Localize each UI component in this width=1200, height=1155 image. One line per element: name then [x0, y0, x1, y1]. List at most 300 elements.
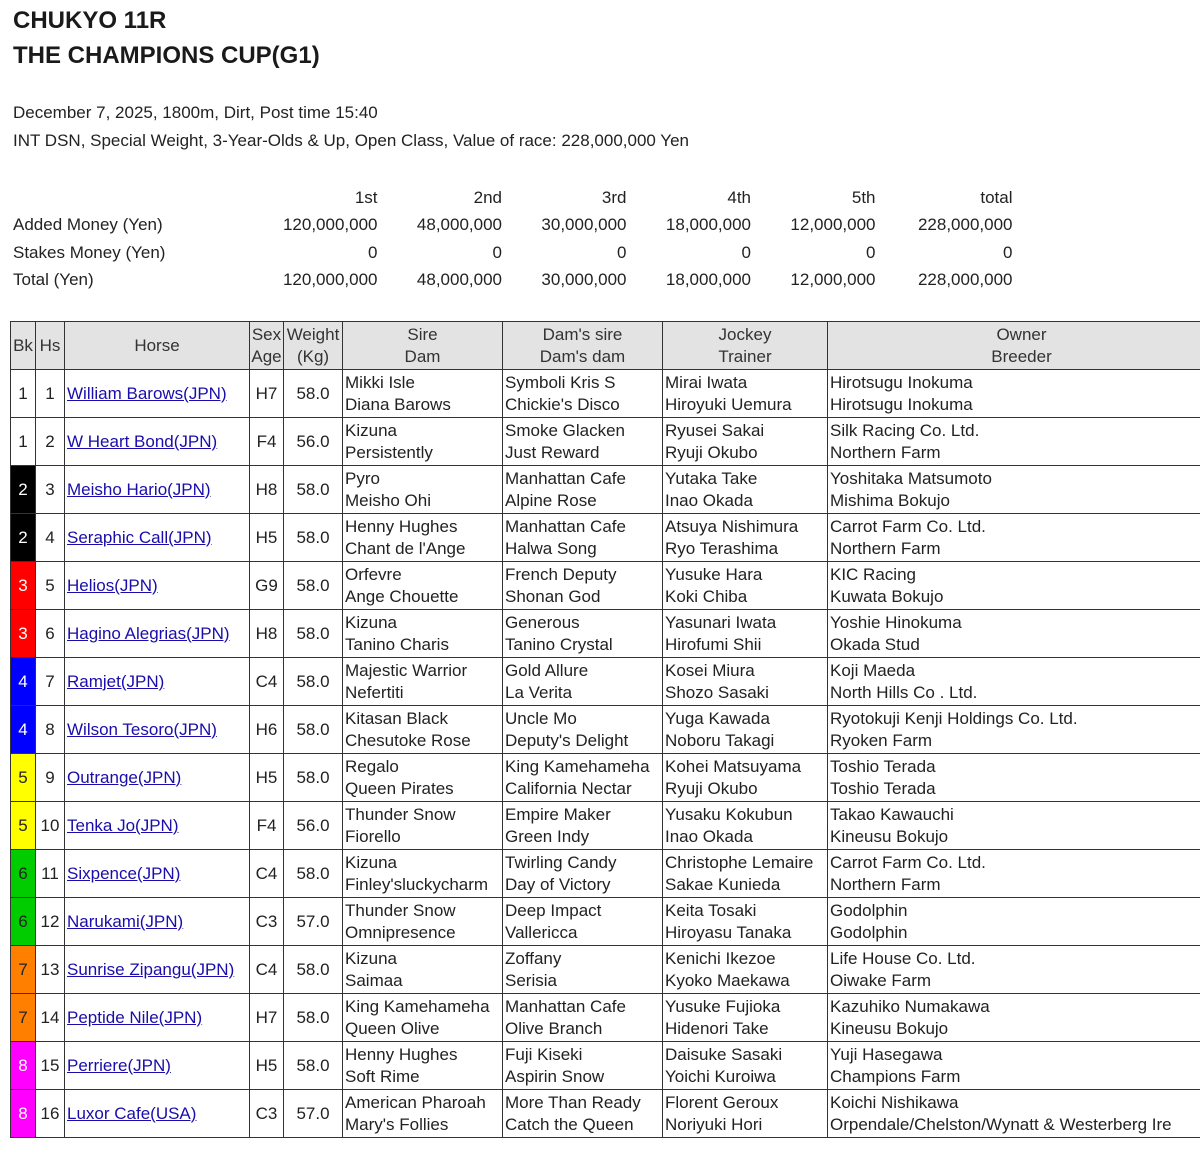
dams-dam: Olive Branch: [505, 1018, 603, 1038]
trainer: Shozo Sasaki: [665, 682, 769, 702]
sire-dam: [343, 1090, 503, 1138]
race-date-info: December 7, 2025, 1800m, Dirt, Post time 15:40: [13, 103, 378, 122]
owner-breeder: [828, 946, 1200, 994]
entry-row: [11, 1042, 1200, 1090]
prize-value: 228,000,000: [917, 270, 1013, 290]
dams-sire: Gold Allure: [505, 661, 589, 680]
horse-cell: [65, 1042, 250, 1090]
sire: Kizuna: [345, 421, 397, 440]
jockey-trainer: [663, 898, 828, 946]
damsire-damsdam: [503, 946, 663, 994]
owner-breeder: [828, 802, 1200, 850]
owner-breeder: [828, 1090, 1200, 1138]
weight: 58.0: [284, 658, 343, 706]
trainer: Noriyuki Hori: [665, 1114, 763, 1134]
damsire-damsdam: [503, 466, 663, 514]
horse-number: 7: [36, 658, 65, 706]
horse-name-link[interactable]: William Barows(JPN): [67, 383, 227, 403]
horse-number: 1: [36, 370, 65, 418]
dams-sire: French Deputy: [505, 565, 617, 584]
prize-value: 30,000,000: [541, 215, 627, 235]
entry-row: [11, 706, 1200, 754]
dams-dam: Serisia: [505, 970, 557, 990]
dam: Queen Olive: [345, 1018, 440, 1038]
weight: 58.0: [284, 370, 343, 418]
jockey: Yuga Kawada: [665, 709, 770, 728]
jockey-trainer: [663, 562, 828, 610]
jockey-trainer: [663, 946, 828, 994]
horse-number: 9: [36, 754, 65, 802]
header-owner: Owner: [996, 325, 1047, 344]
horse-number: 6: [36, 610, 65, 658]
sire-dam: [343, 802, 503, 850]
damsire-damsdam: [503, 658, 663, 706]
sire-dam: [343, 994, 503, 1042]
owner-breeder: [828, 610, 1200, 658]
header-sex: Sex: [251, 325, 282, 344]
owner-breeder: [828, 706, 1200, 754]
jockey-trainer: [663, 610, 828, 658]
bracket-number: 8: [11, 1090, 36, 1138]
sire: Orfevre: [345, 565, 402, 584]
header-sex-age: [250, 322, 284, 370]
prize-value: 0: [617, 242, 627, 262]
jockey: Yusaku Kokubun: [665, 805, 793, 824]
horse-cell: [65, 850, 250, 898]
bracket-number: 2: [11, 466, 36, 514]
dams-dam: Vallericca: [505, 922, 578, 942]
damsire-damsdam: [503, 898, 663, 946]
prize-value: 0: [741, 242, 751, 262]
horse-cell: [65, 466, 250, 514]
entry-row: [11, 466, 1200, 514]
sire: Kizuna: [345, 613, 397, 632]
horse-name-link[interactable]: Outrange(JPN): [67, 767, 182, 787]
jockey: Daisuke Sasaki: [665, 1045, 783, 1064]
horse-number: 11: [36, 850, 65, 898]
entry-row: [11, 610, 1200, 658]
damsire-damsdam: [503, 514, 663, 562]
prize-col-total: total: [980, 187, 1013, 207]
horse-name-link[interactable]: W Heart Bond(JPN): [67, 431, 218, 451]
horse-name-link[interactable]: Meisho Hario(JPN): [67, 479, 211, 499]
prize-value: 228,000,000: [917, 215, 1013, 235]
horse-cell: [65, 370, 250, 418]
sire-dam: [343, 562, 503, 610]
jockey: Yusuke Hara: [665, 565, 763, 584]
dams-dam: La Verita: [505, 682, 573, 702]
horse-name-link[interactable]: Sunrise Zipangu(JPN): [67, 959, 235, 979]
jockey-trainer: [663, 466, 828, 514]
prize-row-label: Added Money (Yen): [13, 215, 163, 235]
damsire-damsdam: [503, 370, 663, 418]
owner: Ryotokuji Kenji Holdings Co. Ltd.: [830, 709, 1078, 728]
owner: Yuji Hasegawa: [830, 1045, 943, 1064]
jockey-trainer: [663, 802, 828, 850]
header-horse: Horse: [65, 322, 250, 370]
breeder: Hirotsugu Inokuma: [830, 394, 973, 414]
sire-dam: [343, 754, 503, 802]
damsire-damsdam: [503, 562, 663, 610]
dam: Mary's Follies: [345, 1114, 449, 1134]
prize-value: 12,000,000: [790, 270, 876, 290]
horse-number: 10: [36, 802, 65, 850]
prize-header-blank: [10, 184, 253, 212]
owner: Toshio Terada: [830, 757, 936, 776]
bracket-number: 5: [11, 802, 36, 850]
dam: Fiorello: [345, 826, 401, 846]
dams-sire: Zoffany: [505, 949, 562, 968]
weight: 58.0: [284, 466, 343, 514]
jockey: Florent Geroux: [665, 1093, 779, 1112]
dams-sire: Uncle Mo: [505, 709, 577, 728]
jockey: Mirai Iwata: [665, 373, 748, 392]
jockey-trainer: [663, 658, 828, 706]
dams-sire: Generous: [505, 613, 580, 632]
weight: 58.0: [284, 754, 343, 802]
horse-name-link[interactable]: Sixpence(JPN): [67, 863, 181, 883]
header-dam: Dam: [404, 346, 441, 366]
weight: 56.0: [284, 802, 343, 850]
damsire-damsdam: [503, 418, 663, 466]
damsire-damsdam: [503, 754, 663, 802]
owner: Koichi Nishikawa: [830, 1093, 959, 1112]
horse-number: 16: [36, 1090, 65, 1138]
dams-sire: King Kamehameha: [505, 757, 650, 776]
entries-body: [11, 370, 1200, 1138]
horse-cell: [65, 898, 250, 946]
weight: 58.0: [284, 706, 343, 754]
header-damsire: Dam's sire: [542, 325, 623, 344]
dams-sire: More Than Ready: [505, 1093, 641, 1112]
breeder: Champions Farm: [830, 1066, 961, 1086]
breeder: North Hills Co . Ltd.: [830, 682, 978, 702]
header-damsire-damsdam: [503, 322, 663, 370]
dam: Meisho Ohi: [345, 490, 431, 510]
dams-dam: Deputy's Delight: [505, 730, 629, 750]
race-conditions-info: INT DSN, Special Weight, 3-Year-Olds & Up, Open Class, Value of race: 228,000,000 Yen: [13, 131, 689, 150]
trainer: Hirofumi Shii: [665, 634, 762, 654]
sex-age: F4: [250, 802, 284, 850]
prize-value: 18,000,000: [665, 215, 751, 235]
entry-row: [11, 898, 1200, 946]
prize-value: 12,000,000: [790, 215, 876, 235]
owner-breeder: [828, 898, 1200, 946]
prize-money-table: [10, 184, 1013, 294]
horse-number: 3: [36, 466, 65, 514]
sire-dam: [343, 418, 503, 466]
damsire-damsdam: [503, 1090, 663, 1138]
entry-row: [11, 754, 1200, 802]
prize-value: 0: [1003, 242, 1013, 262]
breeder: Kineusu Bokujo: [830, 826, 949, 846]
horse-cell: [65, 754, 250, 802]
jockey: Yutaka Take: [665, 469, 758, 488]
header-bracket: Bk: [11, 322, 36, 370]
trainer: Hiroyasu Tanaka: [665, 922, 792, 942]
owner-breeder: [828, 754, 1200, 802]
breeder: Ryoken Farm: [830, 730, 933, 750]
breeder: Toshio Terada: [830, 778, 936, 798]
weight: 58.0: [284, 994, 343, 1042]
prize-value: 120,000,000: [282, 270, 378, 290]
trainer: Hidenori Take: [665, 1018, 769, 1038]
sire: Pyro: [345, 469, 380, 488]
horse-name-link[interactable]: Helios(JPN): [67, 575, 158, 595]
sire-dam: [343, 658, 503, 706]
sire: Kizuna: [345, 853, 397, 872]
bracket-number: 7: [11, 946, 36, 994]
entry-row: [11, 802, 1200, 850]
jockey-trainer: [663, 370, 828, 418]
horse-cell: [65, 418, 250, 466]
sire: American Pharoah: [345, 1093, 486, 1112]
header-weight-unit: (Kg): [296, 346, 330, 366]
horse-cell: [65, 946, 250, 994]
damsire-damsdam: [503, 610, 663, 658]
entry-row: [11, 562, 1200, 610]
header-jockey-trainer: [663, 322, 828, 370]
prize-value: 18,000,000: [665, 270, 751, 290]
prize-col-1st: 1st: [354, 187, 378, 207]
header-jockey: Jockey: [718, 325, 772, 344]
bracket-number: 3: [11, 610, 36, 658]
dams-sire: Fuji Kiseki: [505, 1045, 583, 1064]
sire: Regalo: [345, 757, 399, 776]
dams-sire: Deep Impact: [505, 901, 602, 920]
sire-dam: [343, 370, 503, 418]
header-weight-label: Weight: [286, 325, 340, 344]
trainer: Koki Chiba: [665, 586, 748, 606]
sire: Majestic Warrior: [345, 661, 468, 680]
owner-breeder: [828, 1042, 1200, 1090]
sire-dam: [343, 946, 503, 994]
prize-row-stakes: [10, 239, 1013, 267]
bracket-number: 3: [11, 562, 36, 610]
prize-value: 0: [866, 242, 876, 262]
trainer: Ryuji Okubo: [665, 442, 758, 462]
dam: Omnipresence: [345, 922, 456, 942]
owner: Yoshitaka Matsumoto: [830, 469, 992, 488]
weight: 57.0: [284, 898, 343, 946]
sire: Kizuna: [345, 949, 397, 968]
jockey: Kenichi Ikezoe: [665, 949, 776, 968]
horse-name-link[interactable]: Wilson Tesoro(JPN): [67, 719, 217, 739]
sex-age: F4: [250, 418, 284, 466]
horse-number: 15: [36, 1042, 65, 1090]
prize-col-5th: 5th: [851, 187, 876, 207]
sire-dam: [343, 706, 503, 754]
dams-sire: Empire Maker: [505, 805, 611, 824]
dam: Queen Pirates: [345, 778, 454, 798]
dams-sire: Symboli Kris S: [505, 373, 616, 392]
owner: Koji Maeda: [830, 661, 916, 680]
sex-age: C4: [250, 850, 284, 898]
horse-name-link[interactable]: Hagino Alegrias(JPN): [67, 623, 230, 643]
race-title: THE CHAMPIONS CUP(G1): [13, 42, 320, 69]
owner: Silk Racing Co. Ltd.: [830, 421, 980, 440]
dams-dam: Green Indy: [505, 826, 590, 846]
dams-dam: Alpine Rose: [505, 490, 597, 510]
sire-dam: [343, 610, 503, 658]
dams-sire: Twirling Candy: [505, 853, 617, 872]
horse-name-link[interactable]: Peptide Nile(JPN): [67, 1007, 203, 1027]
owner: Kazuhiko Numakawa: [830, 997, 990, 1016]
bracket-number: 4: [11, 658, 36, 706]
entry-row: [11, 658, 1200, 706]
bracket-number: 8: [11, 1042, 36, 1090]
entry-row: [11, 418, 1200, 466]
jockey-trainer: [663, 418, 828, 466]
breeder: Orpendale/Chelston/Wynatt & Westerberg Ire: [830, 1114, 1172, 1134]
prize-row-total: [10, 267, 1013, 295]
dams-dam: Halwa Song: [505, 538, 597, 558]
owner-breeder: [828, 658, 1200, 706]
dams-dam: Day of Victory: [505, 874, 611, 894]
breeder: Mishima Bokujo: [830, 490, 950, 510]
bracket-number: 2: [11, 514, 36, 562]
dams-dam: Shonan God: [505, 586, 601, 606]
trainer: Kyoko Maekawa: [665, 970, 790, 990]
sire: Mikki Isle: [345, 373, 415, 392]
sire-dam: [343, 898, 503, 946]
sire-dam: [343, 466, 503, 514]
dams-dam: Catch the Queen: [505, 1114, 634, 1134]
dams-dam: Tanino Crystal: [505, 634, 613, 654]
dam: Ange Chouette: [345, 586, 459, 606]
breeder: Kuwata Bokujo: [830, 586, 944, 606]
prize-value: 30,000,000: [541, 270, 627, 290]
prize-col-4th: 4th: [727, 187, 751, 207]
sex-age: C4: [250, 658, 284, 706]
damsire-damsdam: [503, 1042, 663, 1090]
prize-row-added: [10, 212, 1013, 240]
breeder: Oiwake Farm: [830, 970, 932, 990]
owner-breeder: [828, 994, 1200, 1042]
jockey: Yusuke Fujioka: [665, 997, 781, 1016]
entry-row: [11, 946, 1200, 994]
horse-number: 8: [36, 706, 65, 754]
bracket-number: 6: [11, 850, 36, 898]
prize-value: 0: [368, 242, 378, 262]
owner: KIC Racing: [830, 565, 916, 584]
owner: Godolphin: [830, 901, 908, 920]
header-damsdam: Dam's dam: [539, 346, 626, 366]
horse-name-link[interactable]: Tenka Jo(JPN): [67, 815, 179, 835]
dams-sire: Manhattan Cafe: [505, 469, 626, 488]
sex-age: H7: [250, 994, 284, 1042]
jockey-trainer: [663, 1090, 828, 1138]
weight: 57.0: [284, 1090, 343, 1138]
horse-number: 5: [36, 562, 65, 610]
trainer: Noboru Takagi: [665, 730, 775, 750]
jockey-trainer: [663, 514, 828, 562]
horse-cell: [65, 994, 250, 1042]
sire: Henny Hughes: [345, 1045, 458, 1064]
breeder: Okada Stud: [830, 634, 920, 654]
trainer: Hiroyuki Uemura: [665, 394, 792, 414]
owner-breeder: [828, 466, 1200, 514]
breeder: Kineusu Bokujo: [830, 1018, 949, 1038]
dam: Soft Rime: [345, 1066, 420, 1086]
sex-age: H5: [250, 1042, 284, 1090]
owner: Carrot Farm Co. Ltd.: [830, 517, 986, 536]
sire: Henny Hughes: [345, 517, 458, 536]
horse-number: 2: [36, 418, 65, 466]
horse-number: 13: [36, 946, 65, 994]
trainer: Ryo Terashima: [665, 538, 779, 558]
horse-cell: [65, 610, 250, 658]
sire: King Kamehameha: [345, 997, 490, 1016]
horse-name-link[interactable]: Luxor Cafe(USA): [67, 1103, 197, 1123]
jockey-trainer: [663, 850, 828, 898]
weight: 58.0: [284, 850, 343, 898]
horse-name-link[interactable]: Perriere(JPN): [67, 1055, 171, 1075]
sex-age: H8: [250, 610, 284, 658]
sex-age: G9: [250, 562, 284, 610]
entry-row: [11, 370, 1200, 418]
sire-dam: [343, 514, 503, 562]
prize-value: 0: [492, 242, 502, 262]
entry-row: [11, 1090, 1200, 1138]
bracket-number: 7: [11, 994, 36, 1042]
entries-table: [10, 321, 1200, 1138]
damsire-damsdam: [503, 850, 663, 898]
horse-cell: [65, 1090, 250, 1138]
trainer: Inao Okada: [665, 490, 753, 510]
dam: Persistently: [345, 442, 433, 462]
horse-cell: [65, 706, 250, 754]
breeder: Godolphin: [830, 922, 908, 942]
entries-header-row: [11, 322, 1200, 370]
bracket-number: 1: [11, 418, 36, 466]
weight: 58.0: [284, 1042, 343, 1090]
breeder: Northern Farm: [830, 442, 941, 462]
damsire-damsdam: [503, 802, 663, 850]
jockey-trainer: [663, 754, 828, 802]
dams-dam: California Nectar: [505, 778, 632, 798]
sex-age: H5: [250, 514, 284, 562]
owner-breeder: [828, 850, 1200, 898]
jockey: Atsuya Nishimura: [665, 517, 799, 536]
horse-cell: [65, 658, 250, 706]
horse-name-link[interactable]: Narukami(JPN): [67, 911, 184, 931]
dams-sire: Manhattan Cafe: [505, 517, 626, 536]
jockey: Keita Tosaki: [665, 901, 757, 920]
dams-sire: Smoke Glacken: [505, 421, 625, 440]
prize-row-label: Total (Yen): [13, 270, 94, 290]
dams-sire: Manhattan Cafe: [505, 997, 626, 1016]
jockey: Kosei Miura: [665, 661, 755, 680]
weight: 58.0: [284, 610, 343, 658]
owner: Carrot Farm Co. Ltd.: [830, 853, 986, 872]
sex-age: H5: [250, 754, 284, 802]
horse-name-link[interactable]: Seraphic Call(JPN): [67, 527, 212, 547]
weight: 58.0: [284, 562, 343, 610]
horse-number: 14: [36, 994, 65, 1042]
dams-dam: Chickie's Disco: [505, 394, 620, 414]
horse-cell: [65, 562, 250, 610]
sex-age: H8: [250, 466, 284, 514]
dams-dam: Aspirin Snow: [505, 1066, 605, 1086]
breeder: Northern Farm: [830, 538, 941, 558]
sex-age: H6: [250, 706, 284, 754]
prize-col-3rd: 3rd: [601, 187, 627, 207]
trainer: Ryuji Okubo: [665, 778, 758, 798]
owner: Takao Kawauchi: [830, 805, 954, 824]
damsire-damsdam: [503, 706, 663, 754]
horse-name-link[interactable]: Ramjet(JPN): [67, 671, 165, 691]
